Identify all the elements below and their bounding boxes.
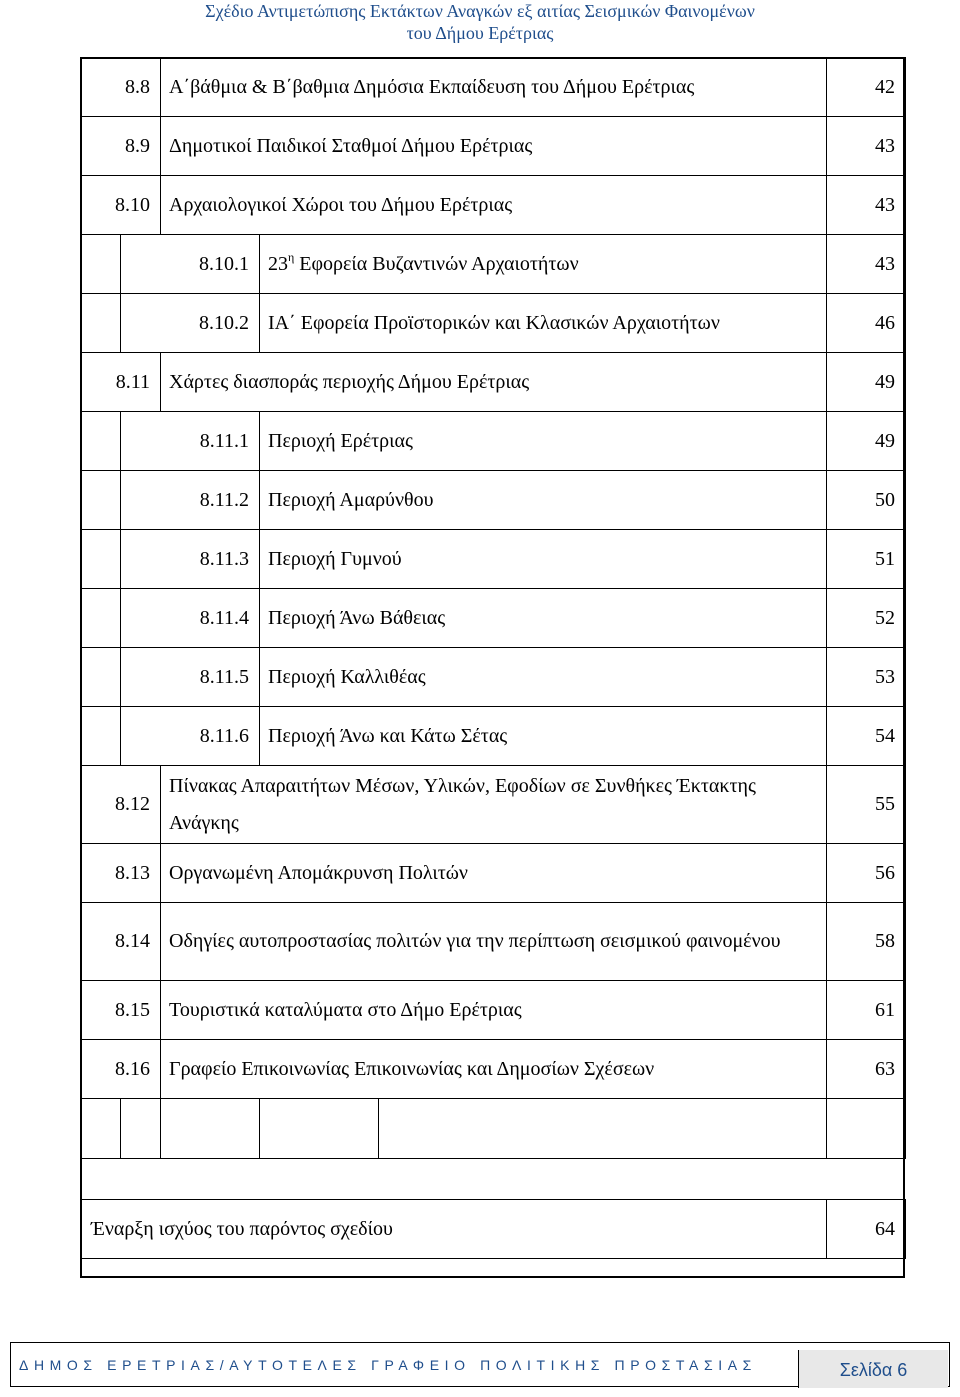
document-subtitle: του Δήμου Ερέτριας bbox=[406, 23, 554, 43]
toc-title: Περιοχή Γυμνού bbox=[260, 530, 827, 589]
toc-row bbox=[81, 412, 906, 471]
indent-cell bbox=[81, 530, 121, 589]
empty-row bbox=[81, 1099, 906, 1159]
toc-title-rest: Εφορεία Βυζαντινών Αρχαιοτήτων bbox=[294, 252, 579, 275]
toc-page: 49 bbox=[827, 353, 906, 412]
toc-number: 8.16 bbox=[81, 1040, 161, 1099]
table-of-contents bbox=[80, 57, 906, 1259]
toc-title-superscript: η bbox=[288, 249, 295, 264]
toc-row-final bbox=[81, 1200, 906, 1259]
toc-page: 43 bbox=[827, 117, 906, 176]
toc-title: Οργανωμένη Απομάκρυνση Πολιτών bbox=[161, 844, 827, 903]
toc-row bbox=[81, 707, 906, 766]
toc-title: ΙΑ΄ Εφορεία Προϊστορικών και Κλασικών Αρχαιοτήτων bbox=[260, 294, 827, 353]
toc-title: Έναρξη ισχύος του παρόντος σχεδίου bbox=[81, 1200, 827, 1259]
toc-page: 56 bbox=[827, 844, 906, 903]
toc-page: 63 bbox=[827, 1040, 906, 1099]
toc-page: 43 bbox=[827, 235, 906, 294]
toc-title: Πίνακας Απαραιτήτων Μέσων, Υλικών, Εφοδίων σε Συνθήκες Έκτακτης Ανάγκης bbox=[161, 766, 827, 844]
page-footer bbox=[10, 1342, 950, 1387]
empty-cell bbox=[81, 1099, 121, 1159]
toc-title: Α΄βάθμια & Β΄βαθμια Δημόσια Εκπαίδευση του Δήμου Ερέτριας bbox=[161, 58, 827, 117]
toc-number: 8.11.4 bbox=[121, 589, 260, 648]
toc-number: 8.11.1 bbox=[121, 412, 260, 471]
toc-row bbox=[81, 589, 906, 648]
toc-number: 8.10 bbox=[81, 176, 161, 235]
toc-page: 52 bbox=[827, 589, 906, 648]
toc-title: Οδηγίες αυτοπροστασίας πολιτών για την περίπτωση σεισμικού φαινομένου bbox=[161, 903, 827, 981]
indent-cell bbox=[81, 471, 121, 530]
toc-title-ordinal: 23 bbox=[268, 252, 288, 275]
toc-page: 43 bbox=[827, 176, 906, 235]
toc-row bbox=[81, 117, 906, 176]
toc-row bbox=[81, 981, 906, 1040]
toc-page: 50 bbox=[827, 471, 906, 530]
toc-row bbox=[81, 471, 906, 530]
toc-title: Δημοτικοί Παιδικοί Σταθμοί Δήμου Ερέτριας bbox=[161, 117, 827, 176]
toc-row bbox=[81, 648, 906, 707]
toc-page: 61 bbox=[827, 981, 906, 1040]
toc-number: 8.11 bbox=[81, 353, 161, 412]
empty-cell bbox=[379, 1099, 827, 1159]
toc-page: 54 bbox=[827, 707, 906, 766]
toc-title: Αρχαιολογικοί Χώροι του Δήμου Ερέτριας bbox=[161, 176, 827, 235]
toc-number: 8.10.1 bbox=[121, 235, 260, 294]
toc-page: 55 bbox=[827, 766, 906, 844]
indent-cell bbox=[81, 294, 121, 353]
toc-page: 64 bbox=[827, 1200, 906, 1259]
toc-number: 8.13 bbox=[81, 844, 161, 903]
toc-title: Περιοχή Αμαρύνθου bbox=[260, 471, 827, 530]
toc-number: 8.10.2 bbox=[121, 294, 260, 353]
toc-page: 49 bbox=[827, 412, 906, 471]
empty-cell bbox=[260, 1099, 379, 1159]
toc-title: Περιοχή Άνω Βάθειας bbox=[260, 589, 827, 648]
toc-row bbox=[81, 58, 906, 117]
toc-number: 8.14 bbox=[81, 903, 161, 981]
toc-row bbox=[81, 530, 906, 589]
toc-number: 8.8 bbox=[81, 58, 161, 117]
empty-cell bbox=[161, 1099, 260, 1159]
toc-row bbox=[81, 235, 906, 294]
toc-row bbox=[81, 294, 906, 353]
toc-page: 51 bbox=[827, 530, 906, 589]
toc-number: 8.9 bbox=[81, 117, 161, 176]
toc-page: 46 bbox=[827, 294, 906, 353]
spacer-cell bbox=[81, 1159, 906, 1200]
toc-number: 8.11.3 bbox=[121, 530, 260, 589]
page-number-box: Σελίδα 6 bbox=[798, 1350, 948, 1388]
toc-number: 8.11.6 bbox=[121, 707, 260, 766]
toc-number: 8.11.5 bbox=[121, 648, 260, 707]
toc-number: 8.12 bbox=[81, 766, 161, 844]
toc-title: Τουριστικά καταλύματα στο Δήμο Ερέτριας bbox=[161, 981, 827, 1040]
toc-number: 8.15 bbox=[81, 981, 161, 1040]
indent-cell bbox=[81, 648, 121, 707]
toc-row bbox=[81, 353, 906, 412]
toc-row bbox=[81, 844, 906, 903]
toc-title: Γραφείο Επικοινωνίας Επικοινωνίας και Δημοσίων Σχέσεων bbox=[161, 1040, 827, 1099]
toc-row bbox=[81, 176, 906, 235]
toc-page: 53 bbox=[827, 648, 906, 707]
footer-organization: ΔΗΜΟΣ ΕΡΕΤΡΙΑΣ/ΑΥΤΟΤΕΛΕΣ ΓΡΑΦΕΙΟ ΠΟΛΙΤΙΚΗΣ ΠΡΟΣΤΑΣΙΑΣ bbox=[19, 1357, 757, 1373]
toc-title: Περιοχή Ερέτριας bbox=[260, 412, 827, 471]
indent-cell bbox=[81, 412, 121, 471]
indent-cell bbox=[81, 707, 121, 766]
toc-page: 42 bbox=[827, 58, 906, 117]
empty-cell bbox=[827, 1099, 906, 1159]
toc-title: Χάρτες διασποράς περιοχής Δήμου Ερέτριας bbox=[161, 353, 827, 412]
toc-title: Περιοχή Καλλιθέας bbox=[260, 648, 827, 707]
toc-number: 8.11.2 bbox=[121, 471, 260, 530]
indent-cell bbox=[81, 235, 121, 294]
toc-page: 58 bbox=[827, 903, 906, 981]
empty-cell bbox=[121, 1099, 161, 1159]
toc-title: Περιοχή Άνω και Κάτω Σέτας bbox=[260, 707, 827, 766]
toc-row bbox=[81, 903, 906, 981]
toc-row bbox=[81, 766, 906, 844]
toc-row bbox=[81, 1040, 906, 1099]
indent-cell bbox=[81, 589, 121, 648]
document-title: Σχέδιο Αντιμετώπισης Εκτάκτων Αναγκών εξ αιτίας Σεισμικών Φαινομένων bbox=[205, 1, 755, 21]
spacer-row bbox=[81, 1159, 906, 1200]
toc-title bbox=[260, 235, 827, 294]
